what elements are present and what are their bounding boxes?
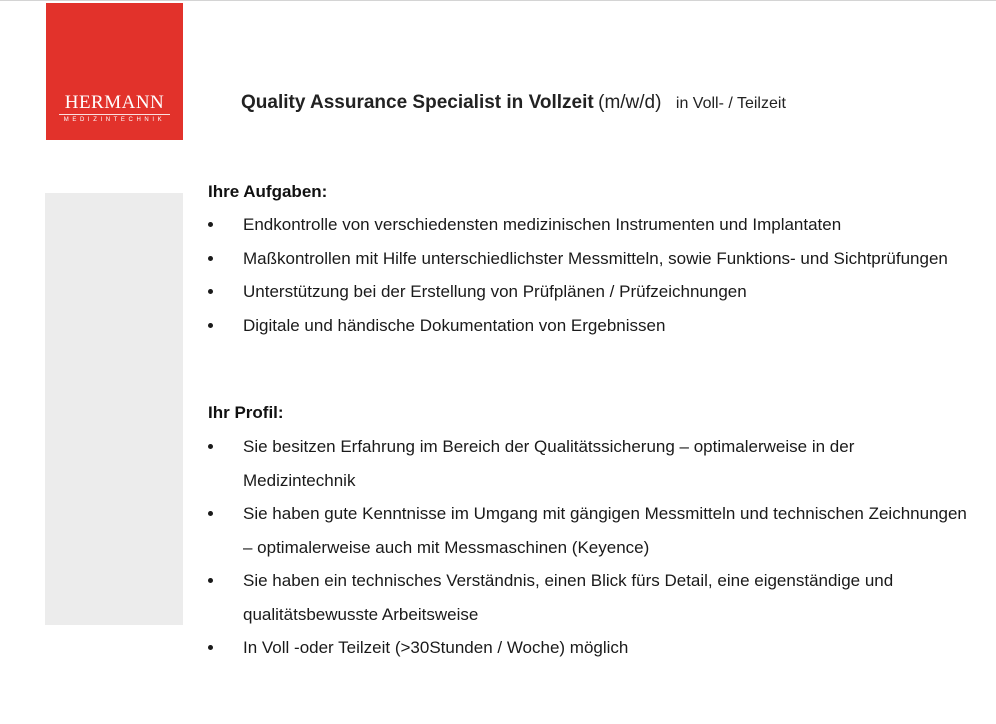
list-item-text: In Voll -oder Teilzeit (>30Stunden / Woche) möglich	[243, 638, 629, 657]
list-item	[208, 564, 968, 631]
job-title-main: Quality Assurance Specialist in Vollzeit	[241, 92, 594, 113]
bullet-icon	[208, 645, 213, 650]
profil-list	[208, 430, 968, 665]
logo-divider	[59, 114, 170, 115]
job-title	[241, 90, 786, 117]
bullet-icon	[208, 444, 213, 449]
top-divider	[0, 0, 996, 1]
bullet-icon	[208, 289, 213, 294]
list-item	[208, 309, 968, 343]
list-item-text: Unterstützung bei der Erstellung von Prüfplänen / Prüfzeichnungen	[243, 282, 747, 301]
list-item-text: Endkontrolle von verschiedensten medizinischen Instrumenten und Implantaten	[243, 215, 842, 234]
bullet-icon	[208, 511, 213, 516]
logo-wordmark: HERMANN	[64, 92, 165, 113]
list-item	[208, 631, 968, 665]
job-title-gender: (m/w/d)	[598, 92, 662, 113]
bullet-icon	[208, 578, 213, 583]
aufgaben-heading: Ihre Aufgaben:	[208, 182, 328, 201]
side-banner	[45, 193, 183, 625]
aufgaben-list	[208, 208, 968, 342]
bullet-icon	[208, 222, 213, 227]
list-item-text: Sie haben ein technisches Verständnis, einen Blick fürs Detail, eine eigenständige und qualitätsbewusste Arbeitsweise	[243, 571, 894, 624]
bullet-icon	[208, 323, 213, 328]
list-item	[208, 242, 968, 276]
logo-subline: MEDIZINTECHNIK	[63, 117, 166, 123]
list-item-text: Digitale und händische Dokumentation von Ergebnissen	[243, 315, 666, 335]
list-item	[208, 275, 968, 309]
bullet-icon	[208, 256, 213, 261]
company-logo	[46, 3, 183, 140]
list-item	[208, 208, 968, 242]
list-item-text: Maßkontrollen mit Hilfe unterschiedlichster Messmitteln, sowie Funktions- und Sichtprüfungen	[243, 248, 948, 268]
list-item-text: Sie haben gute Kenntnisse im Umgang mit gängigen Messmitteln und technischen Zeichnungen – optimalerweise auch mit Messmaschinen (Keyence)	[243, 504, 967, 557]
list-item-text: Sie besitzen Erfahrung im Bereich der Qualitätssicherung – optimalerweise in der Medizintechnik	[243, 437, 855, 490]
job-title-mode: in Voll- / Teilzeit	[675, 95, 786, 112]
profil-heading: Ihr Profil:	[208, 403, 284, 422]
list-item	[208, 497, 968, 564]
list-item	[208, 430, 968, 497]
